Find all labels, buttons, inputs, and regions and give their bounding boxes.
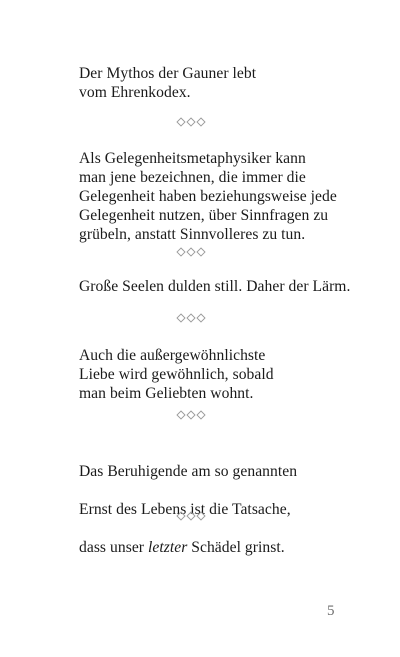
ornament-divider-icon <box>176 247 206 257</box>
aphorism-5-text-after: Schädel grinst. <box>187 539 285 556</box>
ornament-divider-icon <box>176 410 206 420</box>
aphorism-4: Auch die außergewöhnlichste Liebe wird gewöhnlich, sobald man beim Geliebten wohnt. <box>79 347 274 402</box>
aphorism-3: Große Seelen dulden still. Daher der Lärm. <box>79 278 351 295</box>
aphorism-5-line-3 <box>79 538 297 557</box>
ornament-divider-icon <box>176 511 206 521</box>
aphorism-5-text-before: dass unser <box>79 539 148 556</box>
aphorism-5 <box>79 443 297 576</box>
ornament-divider-icon <box>176 117 206 127</box>
ornament-divider-icon <box>176 313 206 323</box>
aphorism-1: Der Mythos der Gauner lebt vom Ehrenkodex. <box>79 65 257 101</box>
aphorism-5-line-1: Das Beruhigende am so genannten <box>79 463 298 480</box>
page-number: 5 <box>327 603 335 619</box>
aphorism-2: Als Gelegenheitsmetaphysiker kann man jene bezeichnen, die immer die Gelegenheit haben beziehungsweise jede Gelegenheit nutzen, über Sinnfragen zu grübeln, anstatt Sinnvolleres zu tun. <box>79 150 337 243</box>
emphasized-word: letzter <box>147 539 188 556</box>
aphorism-5-line-2: Ernst des Lebens ist die Tatsache, <box>79 501 291 518</box>
